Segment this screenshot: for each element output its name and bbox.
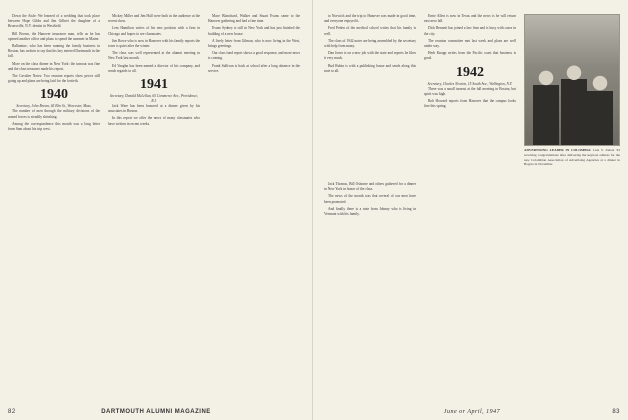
issue-date: June or April, 1947 bbox=[443, 409, 501, 415]
page-number-right: 83 bbox=[612, 409, 620, 415]
paragraph: Lem Hamilton writes of his new position with a firm in Chicago and hopes to see classmates. bbox=[108, 26, 200, 36]
photo-caption-text: Luis S. Zuleta '43 receiving congratulations after delivering the keynote address for the new Colombian Association of Advertising Agencies at a dinner in Bogota in November. bbox=[524, 148, 620, 167]
paragraph: Jack Thomas, Bill Osborne and others gathered for a dinner in New York in honor of the class. bbox=[324, 182, 416, 192]
paragraph: Evans Sydney is still in New York and has just finished the building of a new house. bbox=[208, 26, 300, 36]
paragraph: Herb Knapp writes from the Pacific coast that business is good. bbox=[424, 51, 516, 61]
right-column-3 bbox=[324, 14, 416, 402]
photo-caption-title: ADVERTISING LEADER IN COLOMBIA: bbox=[524, 148, 592, 152]
class-secretary-line: Secretary, Charles Newton, 15 South Ave., Wellington, N.Y. bbox=[427, 81, 513, 86]
page-gutter bbox=[312, 0, 313, 420]
paragraph: Mace Blanchard, Walker and Stuart Evans came to the Hanover gathering and had a fine time. bbox=[208, 14, 300, 24]
left-page bbox=[8, 14, 304, 402]
paragraph: Fred Peden of the medical school writes that his family is well. bbox=[324, 26, 416, 36]
paragraph: In this report we offer the news of many classmates who have written in recent weeks. bbox=[108, 116, 200, 126]
right-column-2 bbox=[424, 14, 516, 402]
paragraph: The Cavalier Notes: Two reunion reports show prices still going up and plans are being laid for the fortieth. bbox=[8, 74, 100, 84]
paragraph: A lively letter from Gilman, who is now living in the West, brings greetings. bbox=[208, 38, 300, 49]
paragraph: Bob Howard reports from Hanover that the campus looks fine this spring. bbox=[424, 99, 516, 109]
paragraph: Jim Rowe who is now in Hanover with his family reports the town is quiet after the winter. bbox=[108, 38, 200, 49]
photo-caption bbox=[524, 148, 620, 167]
left-column-2 bbox=[108, 14, 200, 402]
paragraph: Our class fund report shows a good response, and more news is coming. bbox=[208, 51, 300, 61]
class-secretary-line: Secretary, Donald McLellan, 65 Commerce Ave., Providence, R.I. bbox=[109, 94, 199, 104]
paragraph: And finally there is a note from Johnny who is living in Vermont with his family. bbox=[324, 206, 416, 217]
class-secretary-line: Secretary, John Brown, 65 Elm St., Worcester, Mass. bbox=[16, 104, 92, 109]
paragraph: The news of the month was that several of our men have been promoted. bbox=[324, 194, 416, 204]
paragraph: More on the class dinner in New York: the turnout was fine and the class treasurer made his report. bbox=[8, 61, 100, 71]
person-figure bbox=[587, 73, 613, 145]
paragraph: Jack Ware has been honored at a dinner given by his associates in Boston. bbox=[108, 104, 200, 114]
paragraph: to Norwich and the trip to Hanover was made in good time, and everyone enjoyed it. bbox=[324, 14, 416, 24]
class-year-heading: 1940 bbox=[40, 87, 68, 103]
paragraph: Mickey Miller and Jim Hall were both in the audience at the recent show. bbox=[108, 14, 200, 24]
page-number-left: 82 bbox=[8, 409, 16, 415]
paragraph: Ed Vaughn has been named a director of his company, and sends regards to all. bbox=[108, 63, 200, 73]
class-year-heading: 1941 bbox=[140, 77, 168, 93]
person-figure bbox=[561, 61, 587, 145]
person-figure bbox=[533, 67, 559, 145]
paragraph: The reunion committee met last week and plans are well under way. bbox=[424, 38, 516, 49]
left-column-3 bbox=[208, 14, 300, 402]
paragraph: Bill Brown, the Hanover insurance man, tells us he has opened another office and plans to spend the summer in Maine. bbox=[8, 31, 100, 41]
paragraph: Ernie Allen is now in Texas and the news is he will return east next fall. bbox=[424, 14, 516, 24]
paragraph: Frank Sullivan is back at school after a long absence in the service. bbox=[208, 63, 300, 73]
left-column-1 bbox=[8, 14, 100, 402]
paragraph: The class of 1942 notes are being assembled by the secretary with help from many. bbox=[324, 38, 416, 49]
class-year-heading: 1942 bbox=[456, 64, 484, 80]
paragraph: Dan Jones is on a new job with the state and reports he likes it very much. bbox=[324, 51, 416, 61]
right-page bbox=[324, 14, 620, 402]
paragraph: Dick Bennett has joined a law firm and is busy with cases in the city. bbox=[424, 26, 516, 36]
paragraph: The number of men through the military divisions of the armed forces is steadily shrinking. bbox=[8, 109, 100, 119]
magazine-title: DARTMOUTH ALUMNI MAGAZINE bbox=[101, 409, 211, 415]
paragraph: Bud Rubin is with a publishing house and sends along this note to all. bbox=[324, 63, 416, 73]
group-photo bbox=[524, 14, 620, 146]
paragraph: There was a small turnout at the fall meeting in Boston, but spirit was high. bbox=[424, 86, 516, 96]
paragraph: Ballantine, who has been running the family business in Boston, has written to say that his boy entered Dartmouth in the fall. bbox=[8, 44, 100, 59]
paragraph: Among the correspondence this month was a long letter from Sam about his trip west. bbox=[8, 121, 100, 132]
paragraph: The class was well represented at the alumni meeting in New York last month. bbox=[108, 51, 200, 61]
paragraph: Down the Aisle: We learned of a wedding that took place between Hope Gibbs and Jim Gilbert the daughter of a Bronxville, N.Y. dentist in Westfield. bbox=[8, 14, 100, 29]
